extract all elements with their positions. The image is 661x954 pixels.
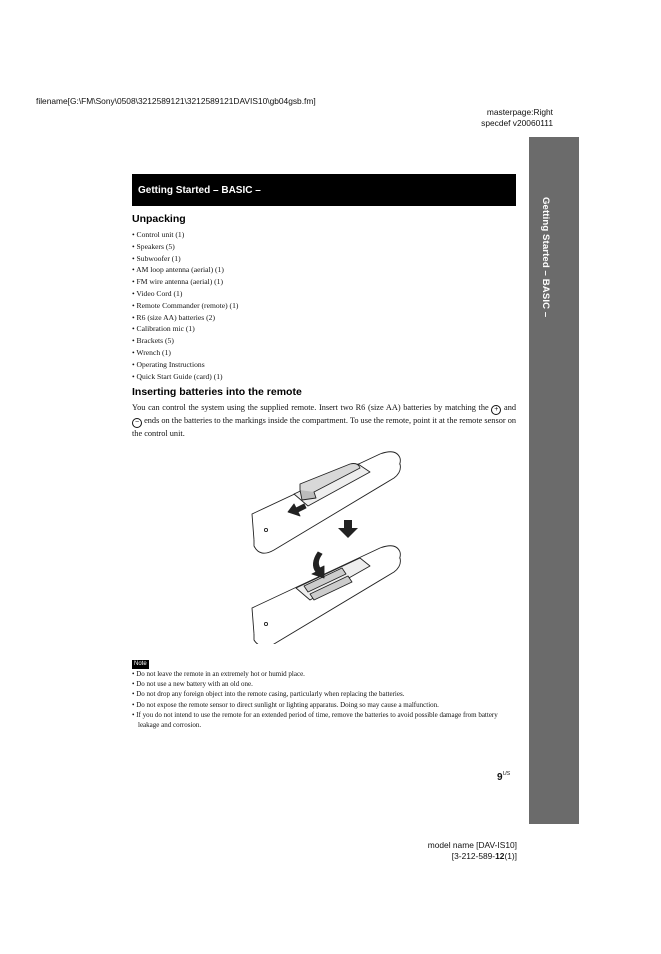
list-item: • Do not leave the remote in an extremely hot or humid place. [132,670,305,678]
model-name: model name [DAV-IS10] [427,840,517,850]
list-item: • Wrench (1) [132,347,171,357]
notes-list [132,669,518,730]
list-item: • Subwoofer (1) [132,253,181,263]
side-tab [529,137,579,824]
list-item: • Remote Commander (remote) (1) [132,300,239,310]
page-number-value: 9 [497,772,503,783]
unpacking-heading: Unpacking [132,213,186,225]
paragraph-text: ends on the batteries to the markings inside the compartment. To use the remote, point it at the remote sensor on the control unit. [132,416,516,438]
list-item: • Quick Start Guide (card) (1) [132,371,223,381]
list-item: • Do not expose the remote sensor to direct sunlight or lighting apparatus. Doing so may cause a malfunction. [132,700,439,709]
note-label: Note [134,661,147,667]
list-item: • R6 (size AA) batteries (2) [132,312,216,322]
part-number-prefix: [3-212-589- [451,851,496,861]
list-item: • Operating Instructions [132,359,205,369]
part-number-suffix: (1)] [504,851,517,861]
list-item: • Do not use a new battery with an old one. [132,680,253,689]
list-item: • Control unit (1) [132,230,185,239]
page-number-suffix: US [502,771,511,777]
masterpage-label: masterpage:Right [486,107,553,117]
list-item: • AM loop antenna (aerial) (1) [132,265,224,275]
part-number-bold: 12 [495,851,505,861]
list-item: • FM wire antenna (aerial) (1) [132,277,224,287]
filename-header: filename[G:\FM\Sony\0508\3212589121\3212589121DAVIS10\gb04gsb.fm] [36,96,316,106]
paragraph-text: You can control the system using the supplied remote. Insert two R6 (size AA) batteries by matching the [132,403,492,412]
side-tab-label: Getting Started – BASIC – [540,197,551,318]
batteries-heading: Inserting batteries into the remote [132,386,302,398]
list-item: • Video Cord (1) [132,288,183,298]
page-number [497,772,510,783]
paragraph-text: and [501,403,516,412]
part-number [452,851,517,861]
section-banner-title: Getting Started – BASIC – [138,185,261,196]
specdef-label: specdef v20060111 [481,118,553,128]
unpacking-list [132,229,238,382]
plus-icon: + [491,405,501,415]
list-item: • If you do not intend to use the remote for an extended period of time, remove the batteries to avoid possible damage from battery leakage and corrosion. [132,710,498,730]
list-item: • Do not drop any foreign object into the remote casing, particularly when replacing the batteries. [132,690,405,699]
list-item: • Brackets (5) [132,336,174,346]
list-item: • Speakers (5) [132,241,175,251]
remote-battery-illustration [250,448,402,644]
minus-icon: − [132,418,142,428]
batteries-paragraph [132,402,516,440]
list-item: • Calibration mic (1) [132,324,195,334]
